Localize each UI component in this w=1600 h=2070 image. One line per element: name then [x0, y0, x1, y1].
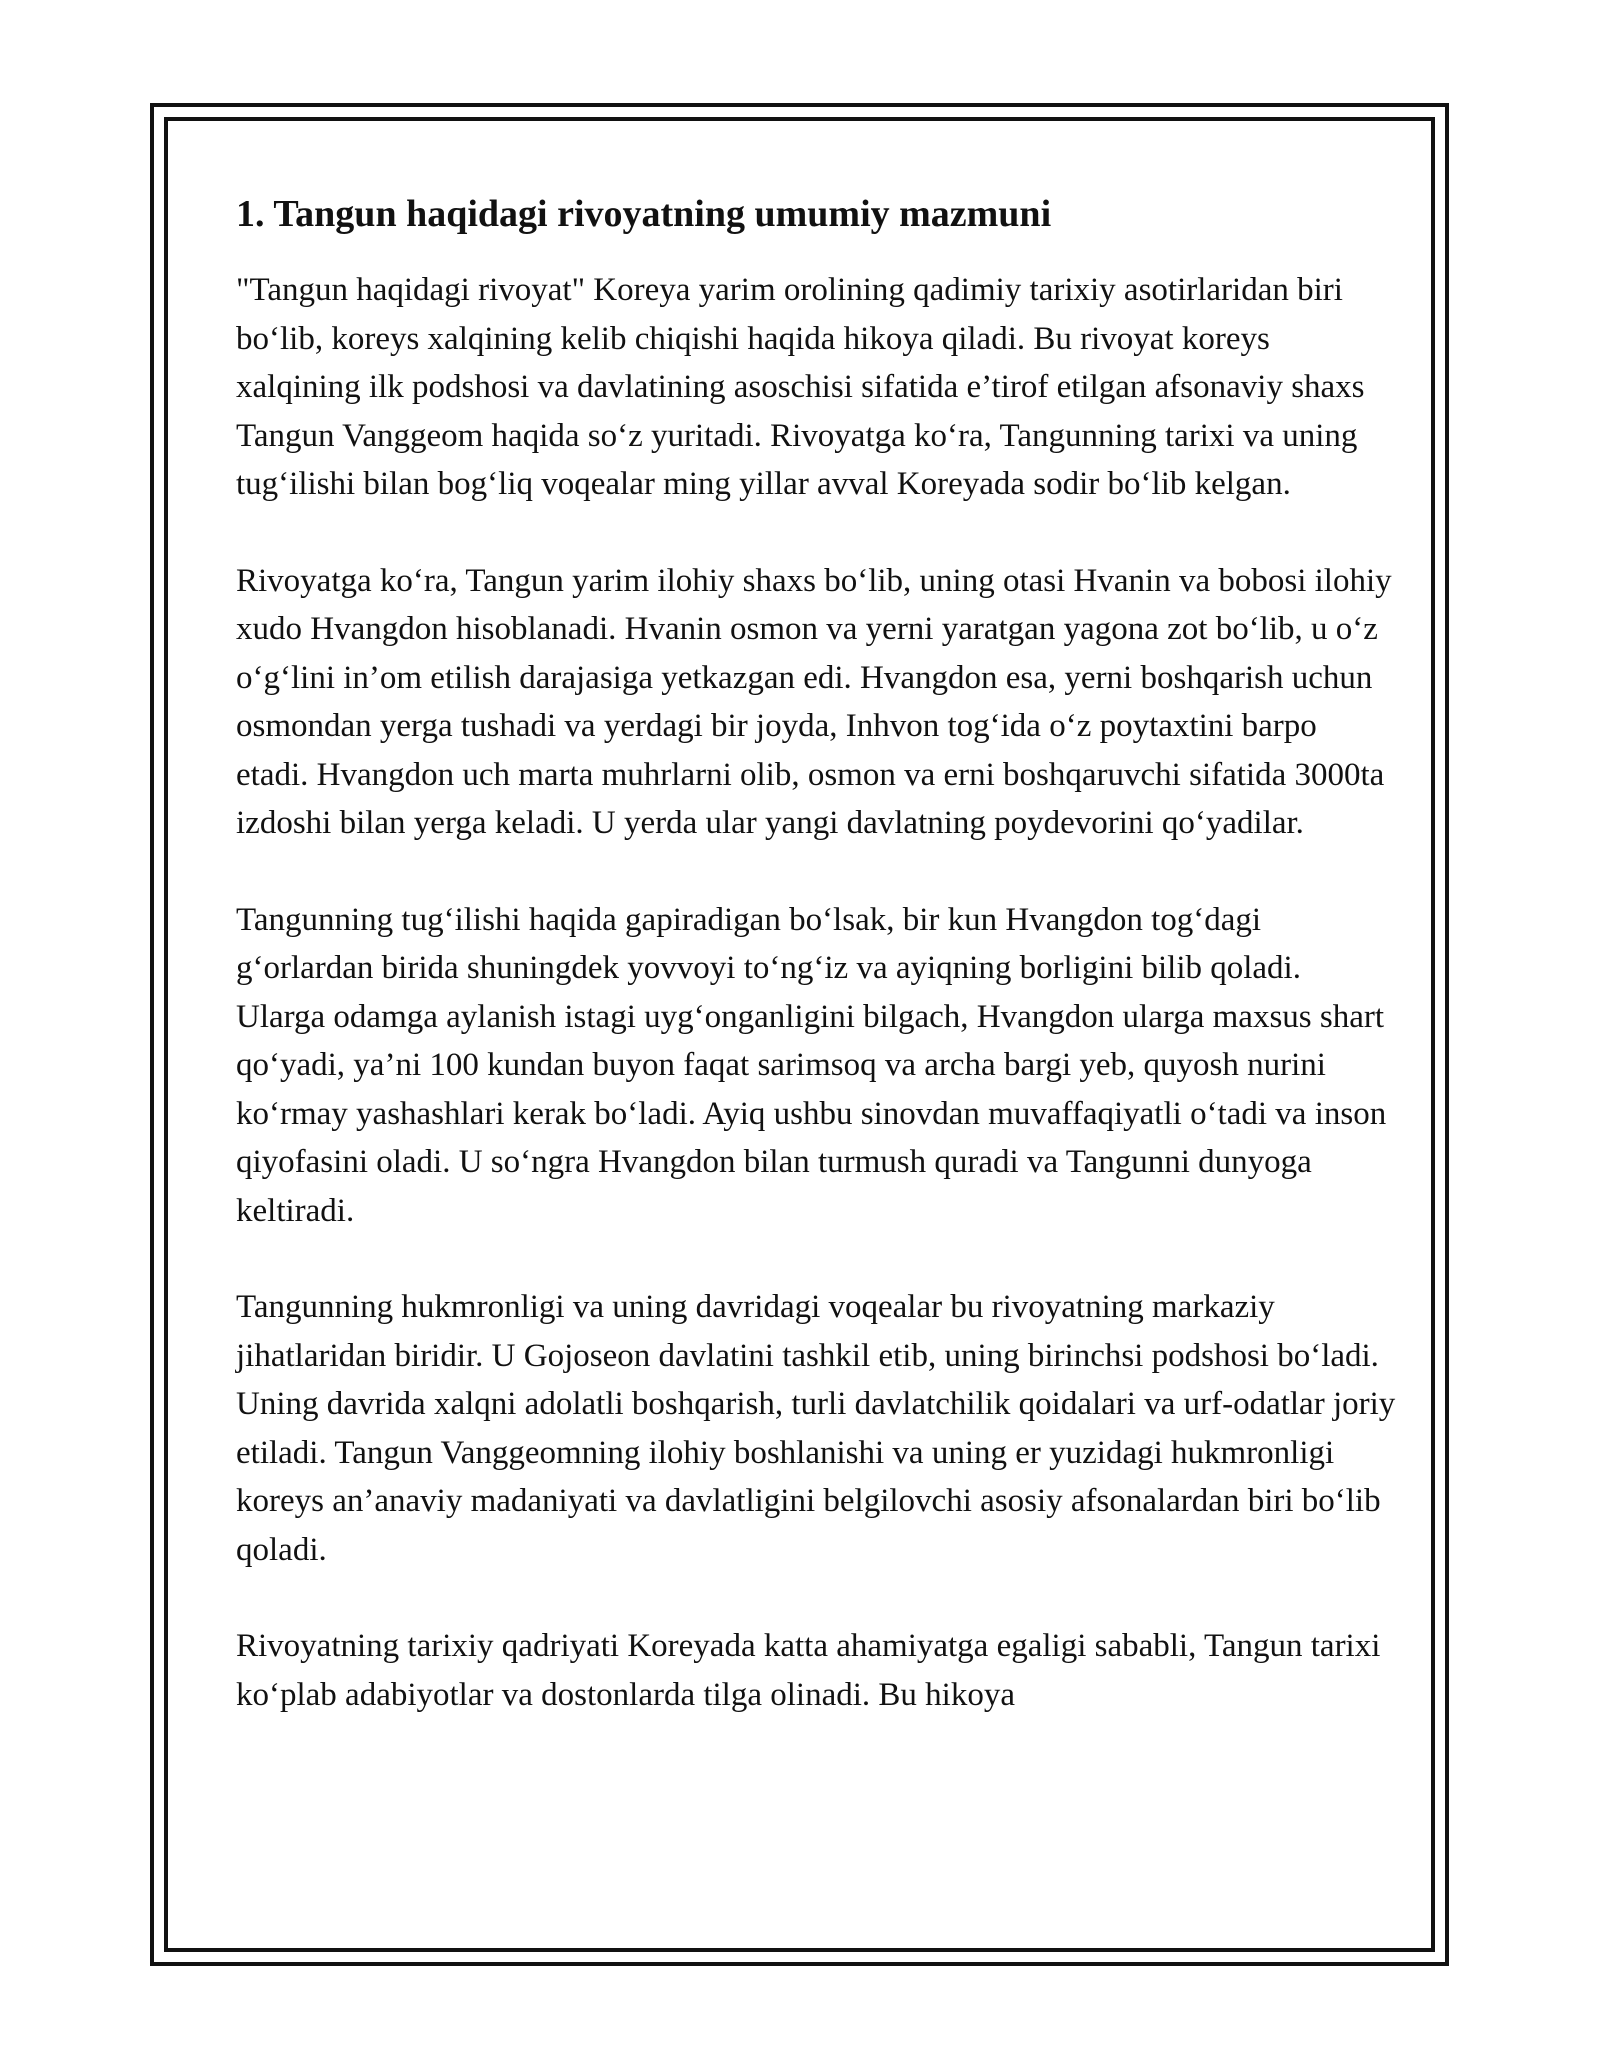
paragraph-4: Tangunning hukmronligi va uning davridagi voqealar bu rivoyatning markaziy jihatlaridan biridir. U Gojoseon davlatini tashkil etib, uning birinchsi podshosi bo‘ladi. Uning davrida xalqni adolatli boshqarish, turli davlatchilik qoidalari va urf-odatlar joriy etiladi. Tangun Vanggeomning ilohiy boshlanishi va uning er yuzidagi hukmronligi koreys an’anaviy madaniyati va davlatligini belgilovchi asosiy afsonalardan biri bo‘lib qoladi. [236, 1289, 1396, 1568]
paragraph-3: Tangunning tug‘ilishi haqida gapiradigan bo‘lsak, bir kun Hvangdon tog‘dagi g‘orlardan birida shuningdek yovvoyi to‘ng‘iz va ayiqning borligini bilib qoladi. Ularga odamga aylanish istagi uyg‘onganligini bilgach, Hvangdon ularga maxsus shart qo‘yadi, ya’ni 100 kundan buyon faqat sarimsoq va archa bargi yeb, quyosh nurini ko‘rmay yashashlari kerak bo‘ladi. Ayiq ushbu sinovdan muvaffaqiyatli o‘tadi va inson qiyofasini oladi. U so‘ngra Hvangdon bilan turmush quradi va Tangunni dunyoga keltiradi. [236, 901, 1387, 1229]
section-heading: 1. Tangun haqidagi rivoyatning umumiy mazmuni [236, 193, 1052, 235]
paragraph-1: "Tangun haqidagi rivoyat" Koreya yarim orolining qadimiy tarixiy asotirlaridan biri bo‘lib, koreys xalqining kelib chiqishi haqida hikoya qiladi. Bu rivoyat koreys xalqining ilk podshosi va davlatining asoschisi sifatida e’tirof etilgan afsonaviy shaxs Tangun Vanggeom haqida so‘z yuritadi. Rivoyatga ko‘ra, Tangunning tarixi va uning tug‘ilishi bilan bog‘liq voqealar ming yillar avval Koreyada sodir bo‘lib kelgan. [236, 272, 1365, 502]
paragraph-5: Rivoyatning tarixiy qadriyati Koreyada katta ahamiyatga egaligi sababli, Tangun tarixi ko‘plab adabiyotlar va dostonlarda tilga olinadi. Bu hikoya [236, 1628, 1381, 1713]
paragraph-2: Rivoyatga ko‘ra, Tangun yarim ilohiy shaxs bo‘lib, uning otasi Hvanin va bobosi ilohiy xudo Hvangdon hisoblanadi. Hvanin osmon va yerni yaratgan yagona zot bo‘lib, u o‘z o‘g‘lini in’om etilish darajasiga yetkazgan edi. Hvangdon esa, yerni boshqarish uchun osmondan yerga tushadi va yerdagi bir joyda, Inhvon tog‘ida o‘z poytaxtini barpo etadi. Hvangdon uch marta muhrlarni olib, osmon va erni boshqaruvchi sifatida 3000ta izdoshi bilan yerga keladi. U yerda ular yangi davlatning poydevorini qo‘yadilar. [236, 562, 1392, 841]
document-body [236, 190, 1396, 1767]
